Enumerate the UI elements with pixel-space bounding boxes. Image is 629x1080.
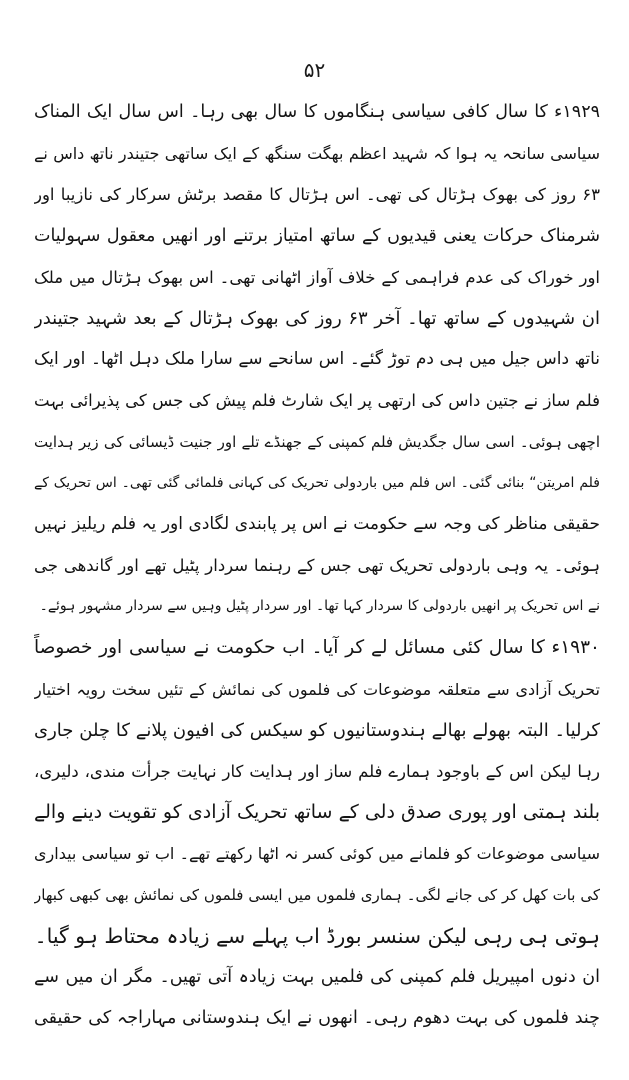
text-line-14: ۱۹۳۰ء کا سال کئی مسائل لے کر آیا۔ اب حکومت نے سیاسی اور خصوصاً (34, 637, 600, 659)
text-line-10: فلم امریتن“ بنائی گئی۔ اس فلم میں باردولی تحریک کی کہانی فلمائی گئی تھی۔ اس تحریک کے (34, 474, 600, 491)
text-line-6: ان شہیدوں کے ساتھ تھا۔ آخر ۶۳ روز کی بھوک ہڑتال کے بعد شہید جتیندر (34, 307, 600, 329)
text-line-2: سیاسی سانحہ یہ ہوا کہ شہید اعظم بھگت سنگھ کے ایک ساتھی جتیندر ناتھ داس نے (34, 144, 600, 164)
text-line-3: ۶۳ روز کی بھوک ہڑتال کی تھی۔ اس ہڑتال کا مقصد برٹش سرکار کی نازیبا اور (34, 185, 600, 205)
text-line-18: بلند ہمتی اور پوری صدق دلی کے ساتھ تحریک آزادی کو تقویت دینے والے (34, 801, 600, 824)
text-line-22: ان دنوں امپیریل فلم کمپنی کی فلمیں بہت زیادہ آتی تھیں۔ مگر ان میں سے (34, 966, 600, 987)
text-line-8: فلم ساز نے جتین داس کی ارتھی پر ایک شارٹ فلم پیش کی جس کی پذیرائی بہت (34, 391, 600, 411)
text-line-7: ناتھ داس جیل میں ہی دم توڑ گئے۔ اس سانحے سے سارا ملک دہل اٹھا۔ اور ایک (34, 349, 600, 370)
text-line-16: کرلیا۔ البتہ بھولے بھالے ہندوستانیوں کو سیکس کی افیون پلانے کا چلن جاری (34, 719, 600, 741)
text-line-13: نے اس تحریک پر انھیں باردولی کا سردار کہا تھا۔ اور سردار پٹیل وہیں سے سردار مشہور ہوئے۔ (39, 598, 600, 615)
text-line-19: سیاسی موضوعات کو فلمانے میں کوئی کسر نہ اٹھا رکھتے تھے۔ اب تو سیاسی بیداری (34, 844, 600, 864)
text-line-9: اچھی ہوئی۔ اسی سال جگدیش فلم کمپنی کے جھنڈے تلے اور جنیت ڈیسائی کی زیر ہدایت (34, 432, 600, 451)
text-line-15: تحریک آزادی سے متعلقہ موضوعات کی فلموں کی نمائش کے تئیں سخت رویہ اختیار (34, 679, 600, 699)
page-number: ۵۲ (303, 58, 326, 82)
text-line-11: حقیقی مناظر کی وجہ سے حکومت نے اس پر پابندی لگادی اور یہ فلم ریلیز نہیں (34, 513, 600, 534)
text-line-21: ہوتی ہی رہی لیکن سنسر بورڈ اب پہلے سے زیادہ محتاط ہو گیا۔ (34, 923, 600, 948)
text-line-23: چند فلموں کی بہت دھوم رہی۔ انھوں نے ایک ہندوستانی مہاراجہ کی حقیقی (34, 1008, 600, 1029)
text-line-4: شرمناک حرکات یعنی قیدیوں کے ساتھ امتیاز برتنے اور انھیں معقول سہولیات (34, 225, 600, 246)
text-line-17: رہا لیکن اس کے باوجود ہمارے فلم ساز اور ہدایت کار نہایت جرأت مندی، دلیری، (34, 762, 600, 781)
page-body-text (34, 92, 600, 1039)
text-line-20: کی بات کھل کر کی جانے لگی۔ ہماری فلموں میں ایسی فلموں کی نمائش بھی کبھی کبھار (34, 885, 600, 904)
text-line-1: ۱۹۲۹ء کا سال کافی سیاسی ہنگاموں کا سال بھی رہا۔ اس سال ایک المناک (34, 102, 600, 122)
text-line-12: ہوئی۔ یہ وہی باردولی تحریک تھی جس کے رہنما سردار پٹیل تھے اور گاندھی جی (34, 556, 600, 576)
text-line-5: اور خوراک کی عدم فراہمی کے خلاف آواز اٹھانی تھی۔ اس بھوک ہڑتال میں ملک (34, 267, 600, 287)
